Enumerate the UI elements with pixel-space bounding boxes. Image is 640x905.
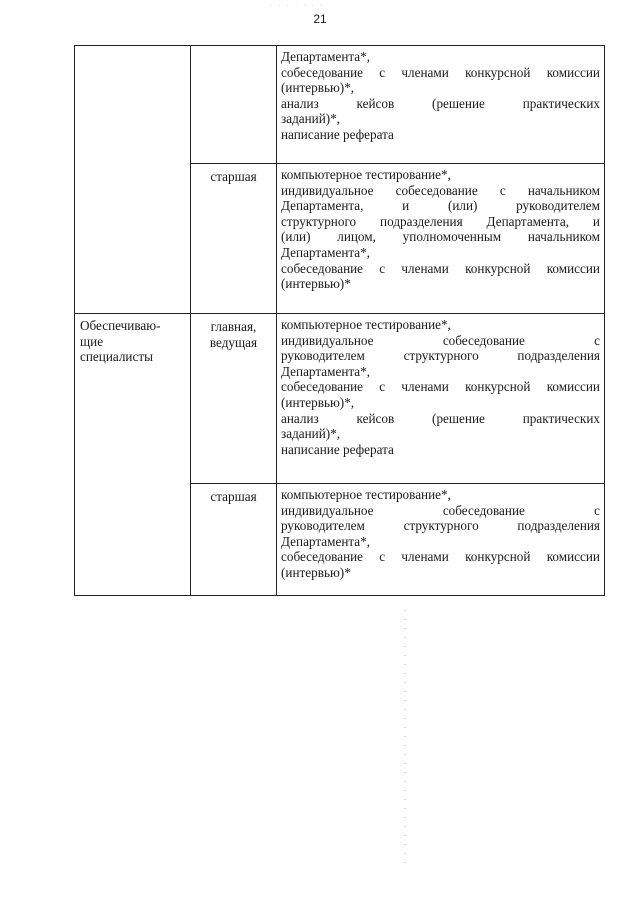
method-line: компьютерное тестирование*, [281, 487, 451, 502]
category-label-line: специалисты [80, 349, 153, 365]
table-row [75, 314, 605, 484]
method-line: собеседование с членами конкурсной комиссии [281, 64, 600, 80]
method-line: Департамента*, [281, 533, 371, 549]
method-line: (интервью)*, [281, 394, 355, 410]
group-label: ведущая [209, 334, 258, 350]
methods-cell [277, 484, 605, 596]
category-label-line: Обеспечиваю- [80, 318, 161, 333]
category-cell-continued [75, 46, 191, 314]
method-line: анализ кейсов (решение практических [281, 410, 600, 426]
method-line: руководителем структурного подразделения [281, 518, 600, 534]
group-cell [191, 164, 277, 314]
method-line: собеседование с членами конкурсной комиссии [281, 379, 600, 395]
method-line: (интервью)* [281, 276, 351, 292]
method-line: компьютерное тестирование*, [281, 167, 451, 182]
method-line: индивидуальное собеседование с начальником [281, 182, 600, 198]
method-line: Департамента*, [281, 244, 371, 260]
method-line: Департамента, и (или) руководителем [281, 198, 600, 214]
method-line: написание реферата [281, 441, 394, 457]
group-cell [191, 484, 277, 596]
scan-noise: · · · · · · · [270, 2, 324, 9]
group-cell-continued [191, 46, 277, 164]
method-line: написание реферата [281, 126, 394, 142]
method-line: собеседование с членами конкурсной комиссии [281, 260, 600, 276]
method-line: индивидуальное собеседование с [281, 502, 600, 518]
group-label: главная, [210, 319, 257, 334]
method-line: (интервью)*, [281, 80, 355, 96]
method-line: собеседование с членами конкурсной комиссии [281, 549, 600, 565]
category-cell [75, 314, 191, 596]
method-line: Департамента*, [281, 49, 371, 64]
methods-cell [277, 314, 605, 484]
method-line: структурного подразделения Департамента, и [281, 213, 600, 229]
group-label: старшая [210, 489, 257, 504]
method-line: Департамента*, [281, 363, 371, 379]
method-line: анализ кейсов (решение практических [281, 95, 600, 111]
qualification-table [74, 45, 605, 596]
methods-cell [277, 164, 605, 314]
group-cell [191, 314, 277, 484]
table-row [75, 46, 605, 164]
category-label-line: щие [80, 333, 104, 349]
method-line: (интервью)* [281, 564, 351, 580]
method-line: компьютерное тестирование*, [281, 317, 451, 332]
group-label: старшая [210, 169, 257, 184]
page-number: 21 [313, 12, 327, 26]
method-line: заданий)*, [281, 426, 341, 442]
method-line: индивидуальное собеседование с [281, 332, 600, 348]
methods-cell [277, 46, 605, 164]
method-line: (или) лицом, уполномоченным начальником [281, 229, 600, 245]
scan-artifact [404, 610, 406, 870]
method-line: руководителем структурного подразделения [281, 348, 600, 364]
method-line: заданий)*, [281, 111, 341, 127]
